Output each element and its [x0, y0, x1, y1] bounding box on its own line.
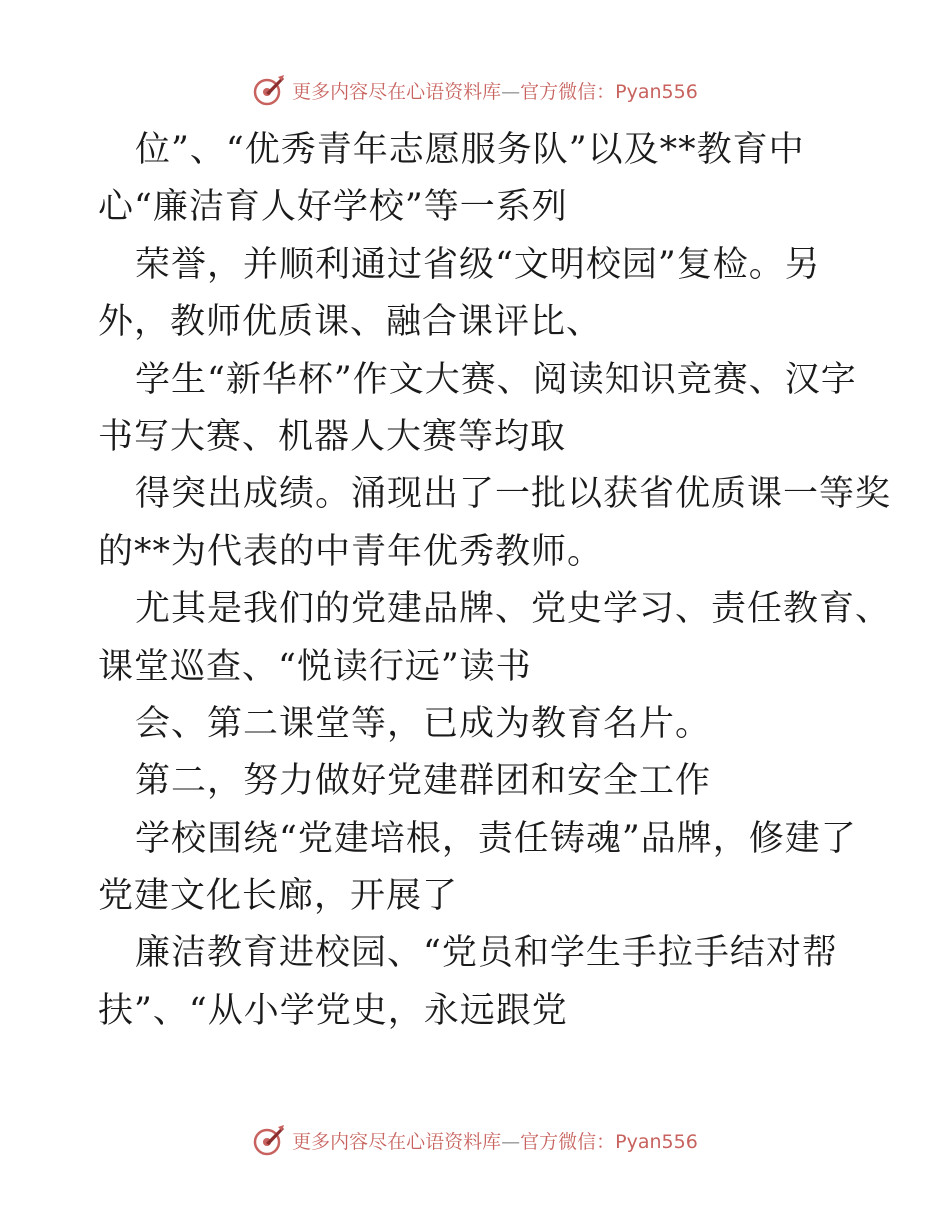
quill-pen-icon — [252, 1123, 286, 1157]
banner-separator: — — [501, 80, 521, 103]
header-banner — [0, 70, 950, 110]
text-line: 廉洁教育进校园、“党员和学生手拉手结对帮 — [135, 933, 838, 974]
text-line: 尤其是我们的党建品牌、党史学习、责任教育、 — [135, 589, 892, 630]
text-line: 学生“新华杯”作文大赛、阅读知识竞赛、汉字 — [135, 359, 857, 400]
footer-banner — [0, 1120, 950, 1160]
banner-separator: — — [501, 1130, 521, 1153]
text-line: 党建文化长廊，开展了 — [98, 876, 459, 917]
text-line: 外，教师优质课、融合课评比、 — [98, 302, 603, 343]
banner-contact: 官方微信：Pyan556 — [520, 1130, 698, 1153]
quill-pen-icon — [252, 73, 286, 107]
text-line: 位”、“优秀青年志愿服务队”以及**教育中 — [135, 130, 805, 170]
banner-contact: 官方微信：Pyan556 — [520, 80, 698, 103]
text-line: 会、第二课堂等，已成为教育名片。 — [135, 703, 712, 744]
section-heading: 第二，努力做好党建群团和安全工作 — [135, 761, 712, 802]
text-line: 扶”、“从小学党史，永远跟党 — [98, 990, 568, 1031]
banner-text: 更多内容尽在心语资料库 — [292, 80, 502, 103]
text-line: 书写大赛、机器人大赛等均取 — [98, 416, 567, 457]
banner-text: 更多内容尽在心语资料库 — [292, 1130, 502, 1153]
text-line: 学校围绕“党建培根，责任铸魂”品牌，修建了 — [135, 818, 857, 859]
text-line: 得突出成绩。涌现出了一批以获省优质课一等奖 — [135, 474, 892, 515]
text-line: 荣誉，并顺利通过省级“文明校园”复检。另 — [135, 244, 821, 285]
text-line: 心“廉洁育人好学校”等一系列 — [98, 187, 568, 228]
document-body — [98, 122, 892, 1040]
text-line: 的**为代表的中青年优秀教师。 — [98, 531, 604, 572]
text-line: 课堂巡查、“悦读行远”读书 — [98, 646, 532, 687]
